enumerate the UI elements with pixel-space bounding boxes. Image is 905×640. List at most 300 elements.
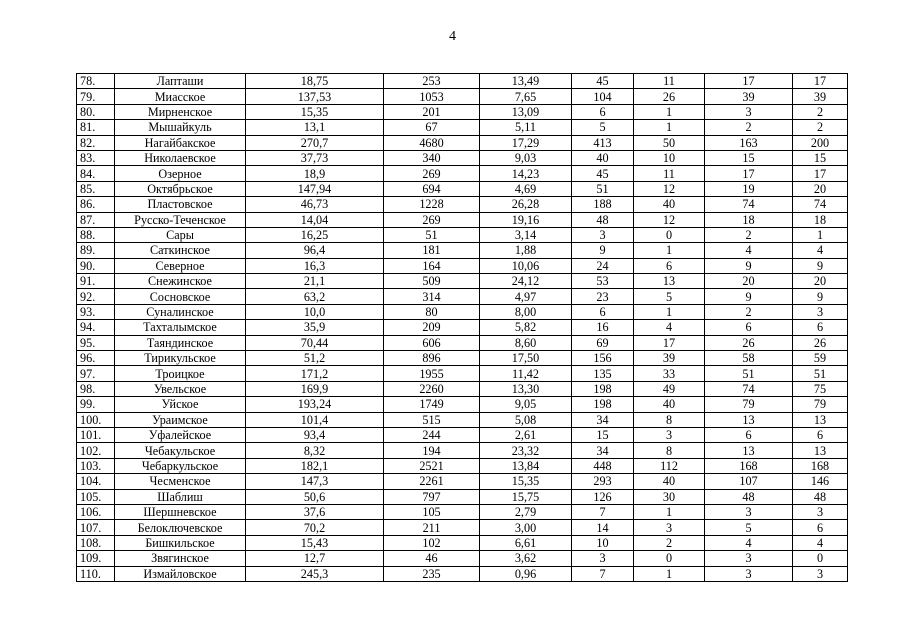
reservoir-name-cell: Мышайкуль [115, 120, 246, 135]
value-c-cell: 17 [705, 166, 793, 181]
value-a-cell: 413 [572, 135, 634, 150]
ratio-cell: 7,65 [480, 89, 572, 104]
value-a-cell: 198 [572, 381, 634, 396]
table-row [77, 274, 848, 289]
value-b-cell: 12 [634, 212, 705, 227]
value-a-cell: 5 [572, 120, 634, 135]
count-cell: 2261 [384, 474, 480, 489]
table-row [77, 458, 848, 473]
count-cell: 606 [384, 335, 480, 350]
value-a-cell: 135 [572, 366, 634, 381]
row-number-cell: 105. [77, 489, 115, 504]
value-d-cell: 79 [793, 397, 848, 412]
count-cell: 340 [384, 150, 480, 165]
value-c-cell: 17 [705, 74, 793, 89]
count-cell: 253 [384, 74, 480, 89]
reservoir-name-cell: Бишкильское [115, 535, 246, 550]
table-row [77, 289, 848, 304]
row-number-cell: 100. [77, 412, 115, 427]
value-b-cell: 1 [634, 243, 705, 258]
area-cell: 193,24 [246, 397, 384, 412]
area-cell: 137,53 [246, 89, 384, 104]
value-b-cell: 13 [634, 274, 705, 289]
value-a-cell: 69 [572, 335, 634, 350]
area-cell: 37,73 [246, 150, 384, 165]
value-b-cell: 0 [634, 551, 705, 566]
table-row [77, 89, 848, 104]
area-cell: 13,1 [246, 120, 384, 135]
value-b-cell: 2 [634, 535, 705, 550]
count-cell: 2521 [384, 458, 480, 473]
ratio-cell: 5,82 [480, 320, 572, 335]
value-b-cell: 1 [634, 120, 705, 135]
row-number-cell: 96. [77, 351, 115, 366]
table-row [77, 566, 848, 581]
table-row [77, 551, 848, 566]
value-d-cell: 6 [793, 520, 848, 535]
table-row [77, 320, 848, 335]
value-c-cell: 2 [705, 227, 793, 242]
area-cell: 96,4 [246, 243, 384, 258]
value-d-cell: 18 [793, 212, 848, 227]
count-cell: 244 [384, 427, 480, 442]
reservoir-name-cell: Пластовское [115, 197, 246, 212]
reservoir-name-cell: Чебакульское [115, 443, 246, 458]
value-a-cell: 3 [572, 551, 634, 566]
ratio-cell: 23,32 [480, 443, 572, 458]
table-row [77, 212, 848, 227]
table-row [77, 258, 848, 273]
area-cell: 18,9 [246, 166, 384, 181]
row-number-cell: 103. [77, 458, 115, 473]
data-table [76, 73, 848, 582]
value-d-cell: 75 [793, 381, 848, 396]
count-cell: 314 [384, 289, 480, 304]
reservoir-name-cell: Уфалейское [115, 427, 246, 442]
row-number-cell: 108. [77, 535, 115, 550]
ratio-cell: 26,28 [480, 197, 572, 212]
row-number-cell: 84. [77, 166, 115, 181]
value-c-cell: 19 [705, 181, 793, 196]
value-c-cell: 168 [705, 458, 793, 473]
value-c-cell: 79 [705, 397, 793, 412]
reservoir-name-cell: Нагайбакское [115, 135, 246, 150]
value-c-cell: 9 [705, 258, 793, 273]
value-d-cell: 17 [793, 166, 848, 181]
reservoir-name-cell: Уйское [115, 397, 246, 412]
value-c-cell: 48 [705, 489, 793, 504]
value-b-cell: 12 [634, 181, 705, 196]
value-a-cell: 40 [572, 150, 634, 165]
reservoir-name-cell: Сары [115, 227, 246, 242]
table-row [77, 181, 848, 196]
area-cell: 101,4 [246, 412, 384, 427]
row-number-cell: 85. [77, 181, 115, 196]
ratio-cell: 24,12 [480, 274, 572, 289]
value-c-cell: 26 [705, 335, 793, 350]
row-number-cell: 79. [77, 89, 115, 104]
row-number-cell: 102. [77, 443, 115, 458]
table-row [77, 520, 848, 535]
value-a-cell: 448 [572, 458, 634, 473]
ratio-cell: 17,50 [480, 351, 572, 366]
row-number-cell: 88. [77, 227, 115, 242]
value-c-cell: 13 [705, 443, 793, 458]
area-cell: 8,32 [246, 443, 384, 458]
count-cell: 51 [384, 227, 480, 242]
table-row [77, 381, 848, 396]
value-b-cell: 1 [634, 104, 705, 119]
value-d-cell: 15 [793, 150, 848, 165]
area-cell: 270,7 [246, 135, 384, 150]
value-a-cell: 15 [572, 427, 634, 442]
row-number-cell: 87. [77, 212, 115, 227]
count-cell: 164 [384, 258, 480, 273]
value-b-cell: 6 [634, 258, 705, 273]
value-a-cell: 6 [572, 304, 634, 319]
row-number-cell: 98. [77, 381, 115, 396]
reservoir-name-cell: Николаевское [115, 150, 246, 165]
reservoir-name-cell: Шершневское [115, 504, 246, 519]
ratio-cell: 17,29 [480, 135, 572, 150]
value-a-cell: 51 [572, 181, 634, 196]
count-cell: 1228 [384, 197, 480, 212]
ratio-cell: 9,05 [480, 397, 572, 412]
value-c-cell: 4 [705, 243, 793, 258]
ratio-cell: 15,75 [480, 489, 572, 504]
row-number-cell: 109. [77, 551, 115, 566]
value-c-cell: 9 [705, 289, 793, 304]
area-cell: 16,3 [246, 258, 384, 273]
value-c-cell: 5 [705, 520, 793, 535]
value-c-cell: 6 [705, 427, 793, 442]
value-c-cell: 58 [705, 351, 793, 366]
reservoir-name-cell: Звягинское [115, 551, 246, 566]
table-row [77, 397, 848, 412]
ratio-cell: 15,35 [480, 474, 572, 489]
count-cell: 211 [384, 520, 480, 535]
count-cell: 46 [384, 551, 480, 566]
reservoir-name-cell: Увельское [115, 381, 246, 396]
value-a-cell: 53 [572, 274, 634, 289]
row-number-cell: 78. [77, 74, 115, 89]
ratio-cell: 2,79 [480, 504, 572, 519]
value-b-cell: 40 [634, 474, 705, 489]
value-c-cell: 3 [705, 104, 793, 119]
value-b-cell: 10 [634, 150, 705, 165]
reservoir-name-cell: Чебаркульское [115, 458, 246, 473]
ratio-cell: 11,42 [480, 366, 572, 381]
count-cell: 269 [384, 166, 480, 181]
reservoir-name-cell: Измайловское [115, 566, 246, 581]
table-row [77, 304, 848, 319]
row-number-cell: 89. [77, 243, 115, 258]
value-a-cell: 48 [572, 212, 634, 227]
count-cell: 194 [384, 443, 480, 458]
value-d-cell: 0 [793, 551, 848, 566]
area-cell: 50,6 [246, 489, 384, 504]
count-cell: 1749 [384, 397, 480, 412]
value-d-cell: 13 [793, 412, 848, 427]
table-body [77, 74, 848, 582]
value-a-cell: 7 [572, 566, 634, 581]
row-number-cell: 95. [77, 335, 115, 350]
row-number-cell: 81. [77, 120, 115, 135]
ratio-cell: 1,88 [480, 243, 572, 258]
table-row [77, 74, 848, 89]
value-a-cell: 126 [572, 489, 634, 504]
count-cell: 1955 [384, 366, 480, 381]
area-cell: 46,73 [246, 197, 384, 212]
table-row [77, 120, 848, 135]
value-c-cell: 3 [705, 551, 793, 566]
value-d-cell: 2 [793, 104, 848, 119]
value-a-cell: 188 [572, 197, 634, 212]
row-number-cell: 106. [77, 504, 115, 519]
value-c-cell: 20 [705, 274, 793, 289]
ratio-cell: 3,62 [480, 551, 572, 566]
row-number-cell: 92. [77, 289, 115, 304]
row-number-cell: 91. [77, 274, 115, 289]
count-cell: 181 [384, 243, 480, 258]
row-number-cell: 86. [77, 197, 115, 212]
value-d-cell: 6 [793, 427, 848, 442]
reservoir-name-cell: Миасское [115, 89, 246, 104]
value-b-cell: 33 [634, 366, 705, 381]
value-b-cell: 1 [634, 566, 705, 581]
value-c-cell: 107 [705, 474, 793, 489]
value-c-cell: 2 [705, 304, 793, 319]
value-d-cell: 200 [793, 135, 848, 150]
value-d-cell: 20 [793, 274, 848, 289]
value-c-cell: 13 [705, 412, 793, 427]
area-cell: 16,25 [246, 227, 384, 242]
value-c-cell: 163 [705, 135, 793, 150]
ratio-cell: 10,06 [480, 258, 572, 273]
value-d-cell: 39 [793, 89, 848, 104]
value-c-cell: 15 [705, 150, 793, 165]
value-a-cell: 9 [572, 243, 634, 258]
value-c-cell: 18 [705, 212, 793, 227]
value-d-cell: 13 [793, 443, 848, 458]
ratio-cell: 8,00 [480, 304, 572, 319]
row-number-cell: 83. [77, 150, 115, 165]
count-cell: 1053 [384, 89, 480, 104]
reservoir-name-cell: Снежинское [115, 274, 246, 289]
count-cell: 4680 [384, 135, 480, 150]
reservoir-name-cell: Мирненское [115, 104, 246, 119]
value-b-cell: 17 [634, 335, 705, 350]
ratio-cell: 13,84 [480, 458, 572, 473]
row-number-cell: 99. [77, 397, 115, 412]
value-d-cell: 4 [793, 535, 848, 550]
table-row [77, 351, 848, 366]
value-b-cell: 8 [634, 412, 705, 427]
value-a-cell: 45 [572, 74, 634, 89]
value-a-cell: 45 [572, 166, 634, 181]
value-c-cell: 2 [705, 120, 793, 135]
row-number-cell: 80. [77, 104, 115, 119]
table-row [77, 427, 848, 442]
value-c-cell: 6 [705, 320, 793, 335]
table-row [77, 135, 848, 150]
area-cell: 15,35 [246, 104, 384, 119]
count-cell: 797 [384, 489, 480, 504]
value-c-cell: 4 [705, 535, 793, 550]
value-a-cell: 34 [572, 412, 634, 427]
value-b-cell: 26 [634, 89, 705, 104]
table-row [77, 227, 848, 242]
count-cell: 235 [384, 566, 480, 581]
reservoir-name-cell: Северное [115, 258, 246, 273]
count-cell: 201 [384, 104, 480, 119]
reservoir-name-cell: Чесменское [115, 474, 246, 489]
value-a-cell: 14 [572, 520, 634, 535]
ratio-cell: 3,00 [480, 520, 572, 535]
ratio-cell: 4,69 [480, 181, 572, 196]
count-cell: 694 [384, 181, 480, 196]
row-number-cell: 82. [77, 135, 115, 150]
value-d-cell: 48 [793, 489, 848, 504]
ratio-cell: 13,30 [480, 381, 572, 396]
value-c-cell: 3 [705, 566, 793, 581]
reservoir-name-cell: Озерное [115, 166, 246, 181]
reservoir-name-cell: Суналинское [115, 304, 246, 319]
count-cell: 209 [384, 320, 480, 335]
table-row [77, 197, 848, 212]
table-row [77, 535, 848, 550]
reservoir-name-cell: Октябрьское [115, 181, 246, 196]
value-d-cell: 9 [793, 289, 848, 304]
reservoir-name-cell: Ураимское [115, 412, 246, 427]
area-cell: 169,9 [246, 381, 384, 396]
reservoir-name-cell: Троицкое [115, 366, 246, 381]
value-d-cell: 51 [793, 366, 848, 381]
count-cell: 105 [384, 504, 480, 519]
value-b-cell: 40 [634, 197, 705, 212]
ratio-cell: 5,11 [480, 120, 572, 135]
value-a-cell: 6 [572, 104, 634, 119]
area-cell: 10,0 [246, 304, 384, 319]
value-a-cell: 198 [572, 397, 634, 412]
value-a-cell: 7 [572, 504, 634, 519]
ratio-cell: 14,23 [480, 166, 572, 181]
value-d-cell: 59 [793, 351, 848, 366]
row-number-cell: 94. [77, 320, 115, 335]
value-b-cell: 50 [634, 135, 705, 150]
area-cell: 12,7 [246, 551, 384, 566]
value-c-cell: 74 [705, 197, 793, 212]
area-cell: 14,04 [246, 212, 384, 227]
value-a-cell: 156 [572, 351, 634, 366]
area-cell: 70,44 [246, 335, 384, 350]
count-cell: 2260 [384, 381, 480, 396]
value-d-cell: 3 [793, 304, 848, 319]
count-cell: 67 [384, 120, 480, 135]
area-cell: 171,2 [246, 366, 384, 381]
value-d-cell: 17 [793, 74, 848, 89]
value-a-cell: 293 [572, 474, 634, 489]
value-d-cell: 74 [793, 197, 848, 212]
value-d-cell: 168 [793, 458, 848, 473]
value-a-cell: 3 [572, 227, 634, 242]
value-d-cell: 9 [793, 258, 848, 273]
reservoir-name-cell: Тирикульское [115, 351, 246, 366]
value-d-cell: 3 [793, 504, 848, 519]
value-a-cell: 10 [572, 535, 634, 550]
value-d-cell: 146 [793, 474, 848, 489]
ratio-cell: 9,03 [480, 150, 572, 165]
value-c-cell: 3 [705, 504, 793, 519]
value-d-cell: 3 [793, 566, 848, 581]
area-cell: 63,2 [246, 289, 384, 304]
reservoir-name-cell: Тахталымское [115, 320, 246, 335]
area-cell: 245,3 [246, 566, 384, 581]
area-cell: 147,94 [246, 181, 384, 196]
value-b-cell: 39 [634, 351, 705, 366]
area-cell: 37,6 [246, 504, 384, 519]
row-number-cell: 110. [77, 566, 115, 581]
value-b-cell: 112 [634, 458, 705, 473]
table-row [77, 166, 848, 181]
ratio-cell: 4,97 [480, 289, 572, 304]
row-number-cell: 93. [77, 304, 115, 319]
value-b-cell: 3 [634, 520, 705, 535]
value-c-cell: 74 [705, 381, 793, 396]
area-cell: 93,4 [246, 427, 384, 442]
area-cell: 15,43 [246, 535, 384, 550]
value-d-cell: 1 [793, 227, 848, 242]
value-c-cell: 39 [705, 89, 793, 104]
reservoir-name-cell: Лапташи [115, 74, 246, 89]
table-row [77, 243, 848, 258]
value-b-cell: 0 [634, 227, 705, 242]
value-b-cell: 1 [634, 304, 705, 319]
table-row [77, 474, 848, 489]
count-cell: 80 [384, 304, 480, 319]
table-row [77, 150, 848, 165]
ratio-cell: 19,16 [480, 212, 572, 227]
reservoir-name-cell: Саткинское [115, 243, 246, 258]
value-b-cell: 4 [634, 320, 705, 335]
ratio-cell: 2,61 [480, 427, 572, 442]
table-row [77, 489, 848, 504]
ratio-cell: 13,09 [480, 104, 572, 119]
row-number-cell: 90. [77, 258, 115, 273]
area-cell: 21,1 [246, 274, 384, 289]
value-a-cell: 24 [572, 258, 634, 273]
area-cell: 35,9 [246, 320, 384, 335]
value-d-cell: 4 [793, 243, 848, 258]
value-a-cell: 34 [572, 443, 634, 458]
ratio-cell: 3,14 [480, 227, 572, 242]
reservoir-name-cell: Белоключевское [115, 520, 246, 535]
reservoir-name-cell: Шаблиш [115, 489, 246, 504]
value-b-cell: 40 [634, 397, 705, 412]
count-cell: 102 [384, 535, 480, 550]
reservoir-name-cell: Таяндинское [115, 335, 246, 350]
value-d-cell: 6 [793, 320, 848, 335]
table-row [77, 366, 848, 381]
ratio-cell: 8,60 [480, 335, 572, 350]
value-d-cell: 2 [793, 120, 848, 135]
row-number-cell: 101. [77, 427, 115, 442]
area-cell: 51,2 [246, 351, 384, 366]
ratio-cell: 13,49 [480, 74, 572, 89]
count-cell: 896 [384, 351, 480, 366]
value-b-cell: 1 [634, 504, 705, 519]
value-a-cell: 16 [572, 320, 634, 335]
